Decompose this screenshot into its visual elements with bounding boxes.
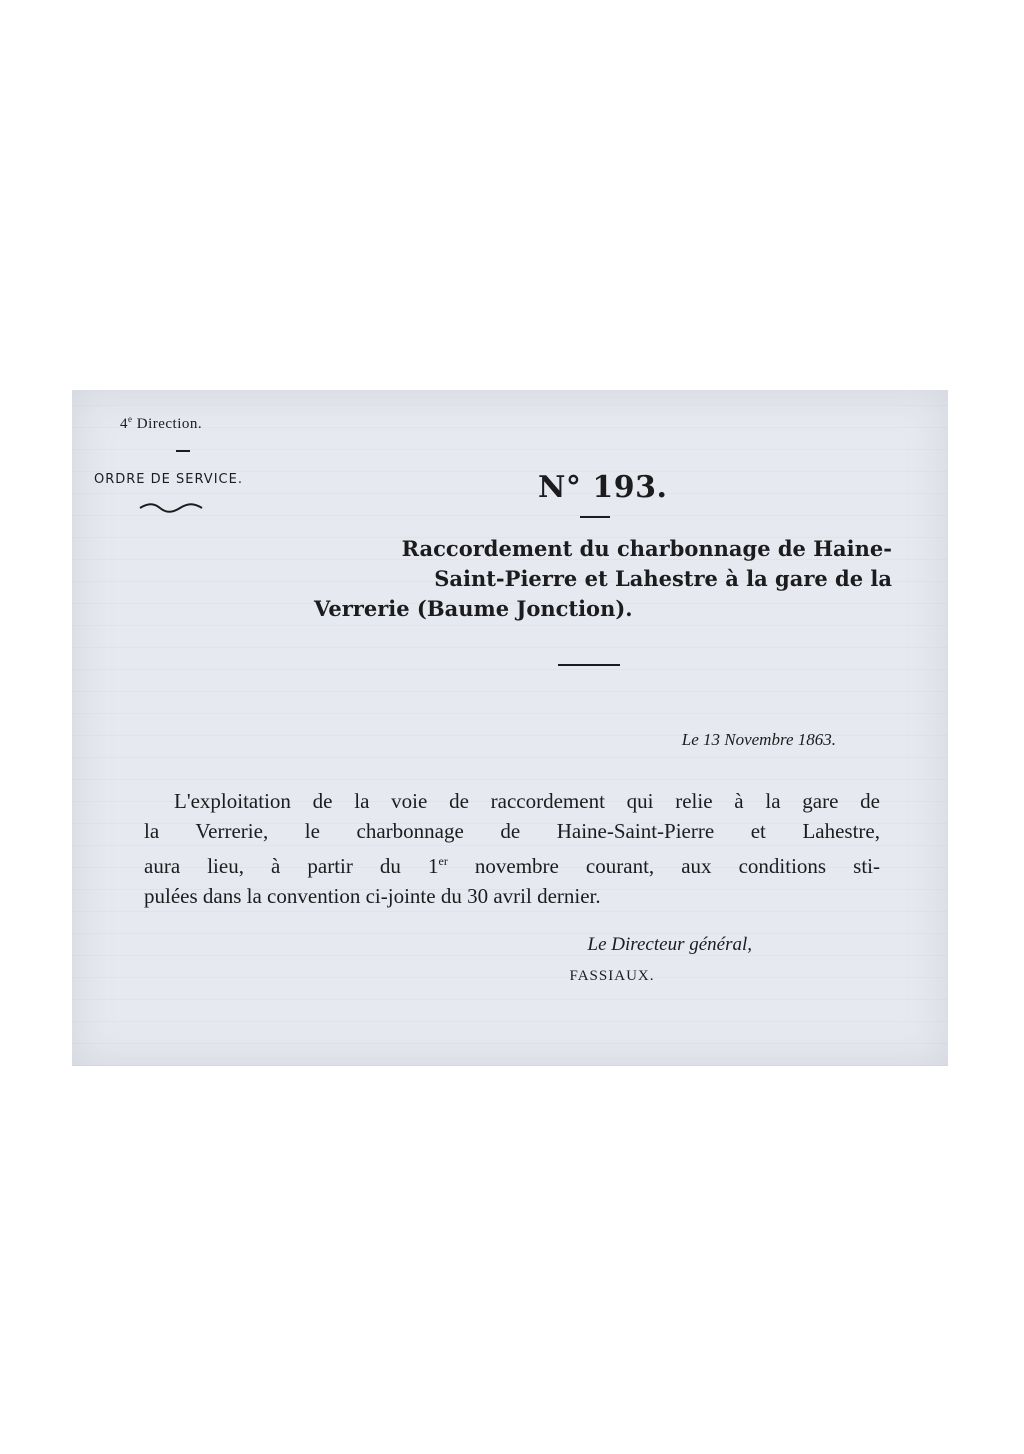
title-line: Raccordement du charbonnage de Haine- xyxy=(401,536,892,561)
signature-title: Le Directeur général, xyxy=(587,934,752,955)
body-line: pulées dans la convention ci-jointe du 30 avril dernier. xyxy=(144,884,601,908)
divider-dash xyxy=(176,450,190,452)
direction-label: 4e Direction. xyxy=(120,414,203,432)
divider-dash xyxy=(580,516,610,518)
order-title xyxy=(242,534,892,624)
bleed-through-text xyxy=(182,508,918,525)
scanned-page xyxy=(72,390,948,1066)
title-line: Verrerie (Baume Jonction). xyxy=(314,596,633,621)
title-line: Saint-Pierre et Lahestre à la gare de la xyxy=(434,566,892,591)
body-paragraph xyxy=(144,786,880,911)
body-line: L'exploitation de la voie de raccordement qui relie à la gare de xyxy=(174,789,880,813)
ornament-squiggle xyxy=(138,502,204,514)
body-line: la Verrerie, le charbonnage de Haine-Saint-Pierre et Lahestre, xyxy=(144,819,880,843)
divider-rule xyxy=(558,664,620,666)
signature-name: FASSIAUX. xyxy=(569,968,655,984)
order-date: Le 13 Novembre 1863. xyxy=(681,730,836,749)
body-line: aura lieu, à partir du 1er novembre courant, aux conditions sti- xyxy=(144,854,880,878)
service-order-label: ORDRE DE SERVICE. xyxy=(94,472,243,487)
order-number: N° 193. xyxy=(538,470,668,505)
